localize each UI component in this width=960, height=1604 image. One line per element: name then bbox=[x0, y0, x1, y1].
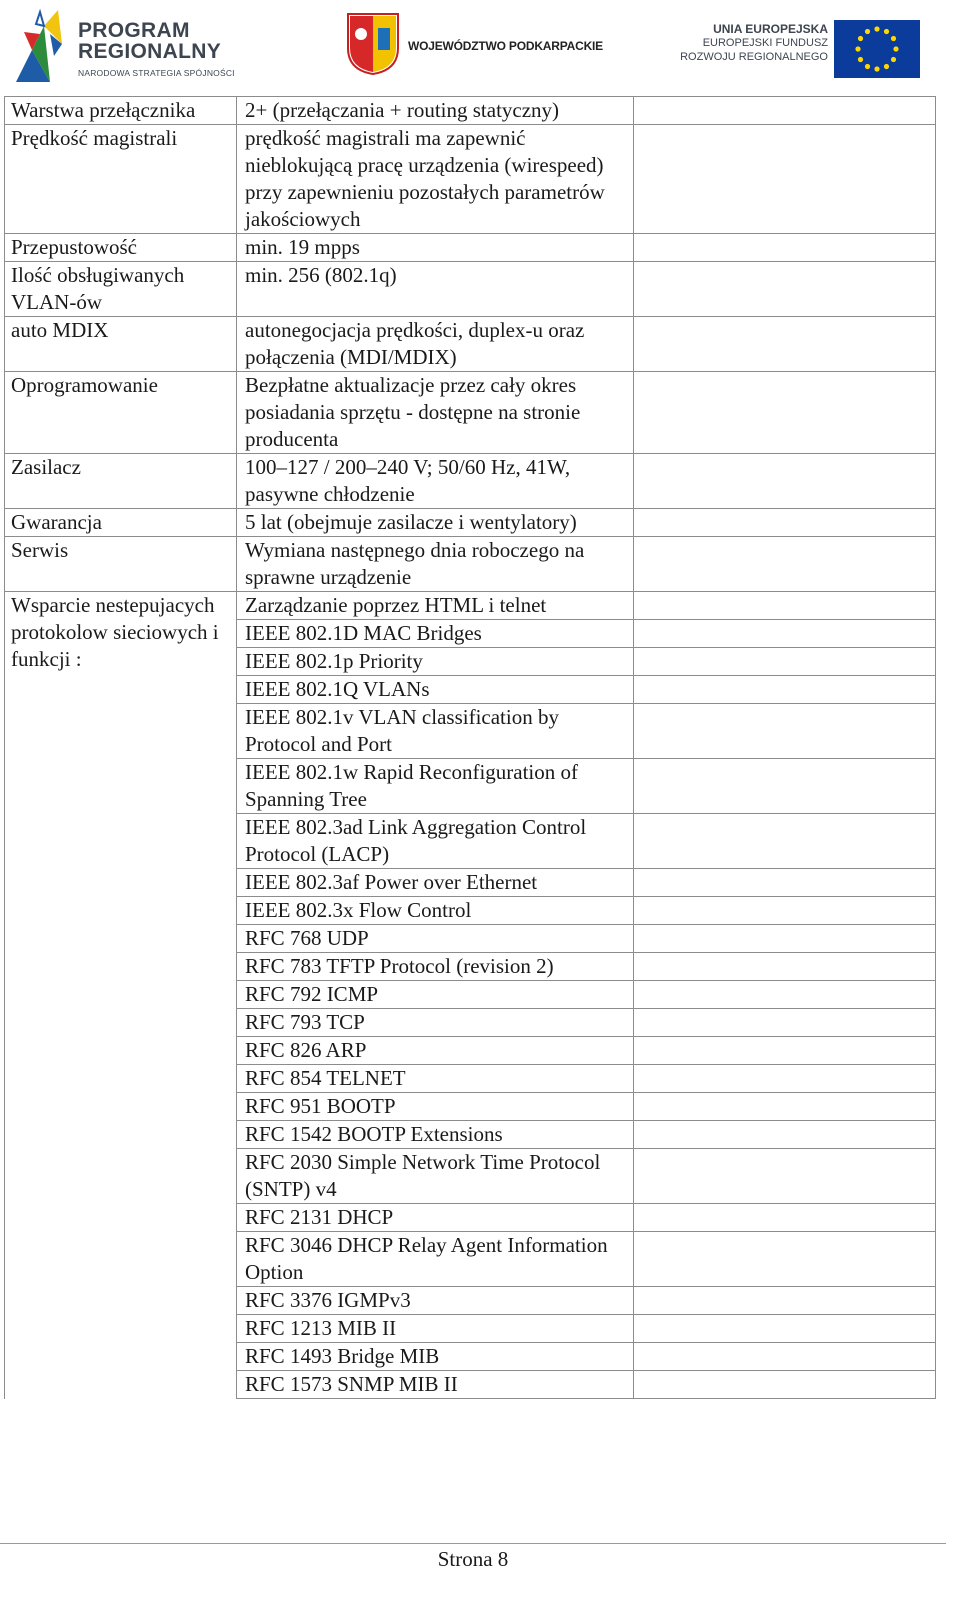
spec-empty-cell bbox=[634, 1093, 936, 1121]
region-logo-text: WOJEWÓDZTWO PODKARPACKIE bbox=[408, 39, 603, 53]
spec-empty-cell bbox=[634, 814, 936, 869]
spec-empty-cell bbox=[634, 234, 936, 262]
table-row bbox=[5, 234, 936, 262]
table-row bbox=[5, 537, 936, 592]
program-logo-subtitle: NARODOWA STRATEGIA SPÓJNOŚCI bbox=[78, 68, 235, 78]
spec-label: Ilość obsługiwanych VLAN-ów bbox=[5, 262, 237, 317]
eu-logo-line3: ROZWOJU REGIONALNEGO bbox=[680, 51, 828, 63]
spec-empty-cell bbox=[634, 1343, 936, 1371]
spec-value: 100–127 / 200–240 V; 50/60 Hz, 41W, pasywne chłodzenie bbox=[237, 454, 634, 509]
protocol-item: RFC 1493 Bridge MIB bbox=[237, 1343, 634, 1371]
spec-empty-cell bbox=[634, 1204, 936, 1232]
spec-empty-cell bbox=[634, 953, 936, 981]
spec-value: min. 256 (802.1q) bbox=[237, 262, 634, 317]
eu-logo-text bbox=[680, 22, 828, 64]
protocol-item: IEEE 802.1Q VLANs bbox=[237, 676, 634, 704]
spec-empty-cell bbox=[634, 1371, 936, 1399]
table-row bbox=[5, 372, 936, 454]
spec-label: Gwarancja bbox=[5, 509, 237, 537]
spec-label: Oprogramowanie bbox=[5, 372, 237, 454]
spec-empty-cell bbox=[634, 1149, 936, 1204]
spec-empty-cell bbox=[634, 1121, 936, 1149]
spec-label: Serwis bbox=[5, 537, 237, 592]
table-row bbox=[5, 262, 936, 317]
protocol-item: RFC 3046 DHCP Relay Agent Information Option bbox=[237, 1232, 634, 1287]
spec-empty-cell bbox=[634, 97, 936, 125]
protocol-item: RFC 793 TCP bbox=[237, 1009, 634, 1037]
region-logo bbox=[346, 12, 616, 76]
spec-value: Wymiana następnego dnia roboczego na sprawne urządzenie bbox=[237, 537, 634, 592]
spec-value: Bezpłatne aktualizacje przez cały okres posiadania sprzętu - dostępne na stronie producenta bbox=[237, 372, 634, 454]
spec-empty-cell bbox=[634, 869, 936, 897]
table-row bbox=[5, 454, 936, 509]
spec-value: 2+ (przełączania + routing statyczny) bbox=[237, 97, 634, 125]
eu-logo bbox=[680, 20, 940, 82]
protocol-item: IEEE 802.1v VLAN classification by Protocol and Port bbox=[237, 704, 634, 759]
protocol-item: RFC 768 UDP bbox=[237, 925, 634, 953]
spec-empty-cell bbox=[634, 925, 936, 953]
spec-empty-cell bbox=[634, 1232, 936, 1287]
spec-empty-cell bbox=[634, 1287, 936, 1315]
protocol-item: RFC 3376 IGMPv3 bbox=[237, 1287, 634, 1315]
protocol-item: RFC 792 ICMP bbox=[237, 981, 634, 1009]
eu-flag-icon bbox=[834, 20, 920, 78]
protocol-item: RFC 826 ARP bbox=[237, 1037, 634, 1065]
spec-empty-cell bbox=[634, 262, 936, 317]
spec-empty-cell bbox=[634, 125, 936, 234]
table-row bbox=[5, 317, 936, 372]
spec-label: Przepustowość bbox=[5, 234, 237, 262]
spec-empty-cell bbox=[634, 592, 936, 620]
protocol-item: IEEE 802.1w Rapid Reconfiguration of Spanning Tree bbox=[237, 759, 634, 814]
table-row bbox=[5, 509, 936, 537]
spec-empty-cell bbox=[634, 537, 936, 592]
protocol-row bbox=[5, 592, 936, 620]
table-row bbox=[5, 97, 936, 125]
spec-empty-cell bbox=[634, 704, 936, 759]
page-header bbox=[0, 0, 960, 92]
protocol-item: RFC 1573 SNMP MIB II bbox=[237, 1371, 634, 1399]
protocol-item: RFC 2030 Simple Network Time Protocol (SNTP) v4 bbox=[237, 1149, 634, 1204]
footer-divider bbox=[0, 1543, 946, 1544]
protocol-item: RFC 951 BOOTP bbox=[237, 1093, 634, 1121]
protocol-item: IEEE 802.1p Priority bbox=[237, 648, 634, 676]
protocol-item: Zarządzanie poprzez HTML i telnet bbox=[237, 592, 634, 620]
spec-value: autonegocjacja prędkości, duplex-u oraz połączenia (MDI/MDIX) bbox=[237, 317, 634, 372]
eu-logo-line2: EUROPEJSKI FUNDUSZ bbox=[702, 37, 828, 49]
spec-empty-cell bbox=[634, 620, 936, 648]
spec-empty-cell bbox=[634, 676, 936, 704]
spec-value: prędkość magistrali ma zapewnić nieblokującą pracę urządzenia (wirespeed) przy zapewnieniu pozostałych parametrów jakościowych bbox=[237, 125, 634, 234]
spec-empty-cell bbox=[634, 1315, 936, 1343]
table-row bbox=[5, 125, 936, 234]
spec-empty-cell bbox=[634, 897, 936, 925]
spec-label: auto MDIX bbox=[5, 317, 237, 372]
spec-empty-cell bbox=[634, 1009, 936, 1037]
podkarpackie-coat-of-arms-icon bbox=[346, 12, 400, 76]
spec-empty-cell bbox=[634, 648, 936, 676]
protocol-item: RFC 783 TFTP Protocol (revision 2) bbox=[237, 953, 634, 981]
spec-empty-cell bbox=[634, 759, 936, 814]
spec-value: min. 19 mpps bbox=[237, 234, 634, 262]
protocol-item: RFC 854 TELNET bbox=[237, 1065, 634, 1093]
spec-empty-cell bbox=[634, 372, 936, 454]
program-regionalny-star-emblem-icon bbox=[10, 4, 70, 84]
protocol-item: IEEE 802.3ad Link Aggregation Control Protocol (LACP) bbox=[237, 814, 634, 869]
program-logo-title bbox=[78, 20, 221, 62]
protocol-item: RFC 1542 BOOTP Extensions bbox=[237, 1121, 634, 1149]
spec-empty-cell bbox=[634, 1065, 936, 1093]
specification-table bbox=[4, 96, 936, 1399]
eu-logo-line1: UNIA EUROPEJSKA bbox=[713, 22, 828, 36]
spec-label: Warstwa przełącznika bbox=[5, 97, 237, 125]
spec-label: Prędkość magistrali bbox=[5, 125, 237, 234]
spec-label: Zasilacz bbox=[5, 454, 237, 509]
protocol-item: IEEE 802.3af Power over Ethernet bbox=[237, 869, 634, 897]
page-number: Strona 8 bbox=[437, 1547, 509, 1571]
spec-empty-cell bbox=[634, 317, 936, 372]
protocol-item: IEEE 802.3x Flow Control bbox=[237, 897, 634, 925]
spec-value: 5 lat (obejmuje zasilacze i wentylatory) bbox=[237, 509, 634, 537]
protocols-label: Wsparcie nestepujacych protokolow sieciowych i funkcji : bbox=[5, 592, 237, 1399]
program-regionalny-logo bbox=[10, 4, 250, 86]
spec-empty-cell bbox=[634, 509, 936, 537]
program-logo-line1: PROGRAM bbox=[78, 19, 190, 42]
spec-empty-cell bbox=[634, 981, 936, 1009]
protocol-item: RFC 1213 MIB II bbox=[237, 1315, 634, 1343]
protocol-item: RFC 2131 DHCP bbox=[237, 1204, 634, 1232]
spec-empty-cell bbox=[634, 1037, 936, 1065]
protocol-item: IEEE 802.1D MAC Bridges bbox=[237, 620, 634, 648]
spec-empty-cell bbox=[634, 454, 936, 509]
program-logo-line2: REGIONALNY bbox=[78, 40, 222, 63]
